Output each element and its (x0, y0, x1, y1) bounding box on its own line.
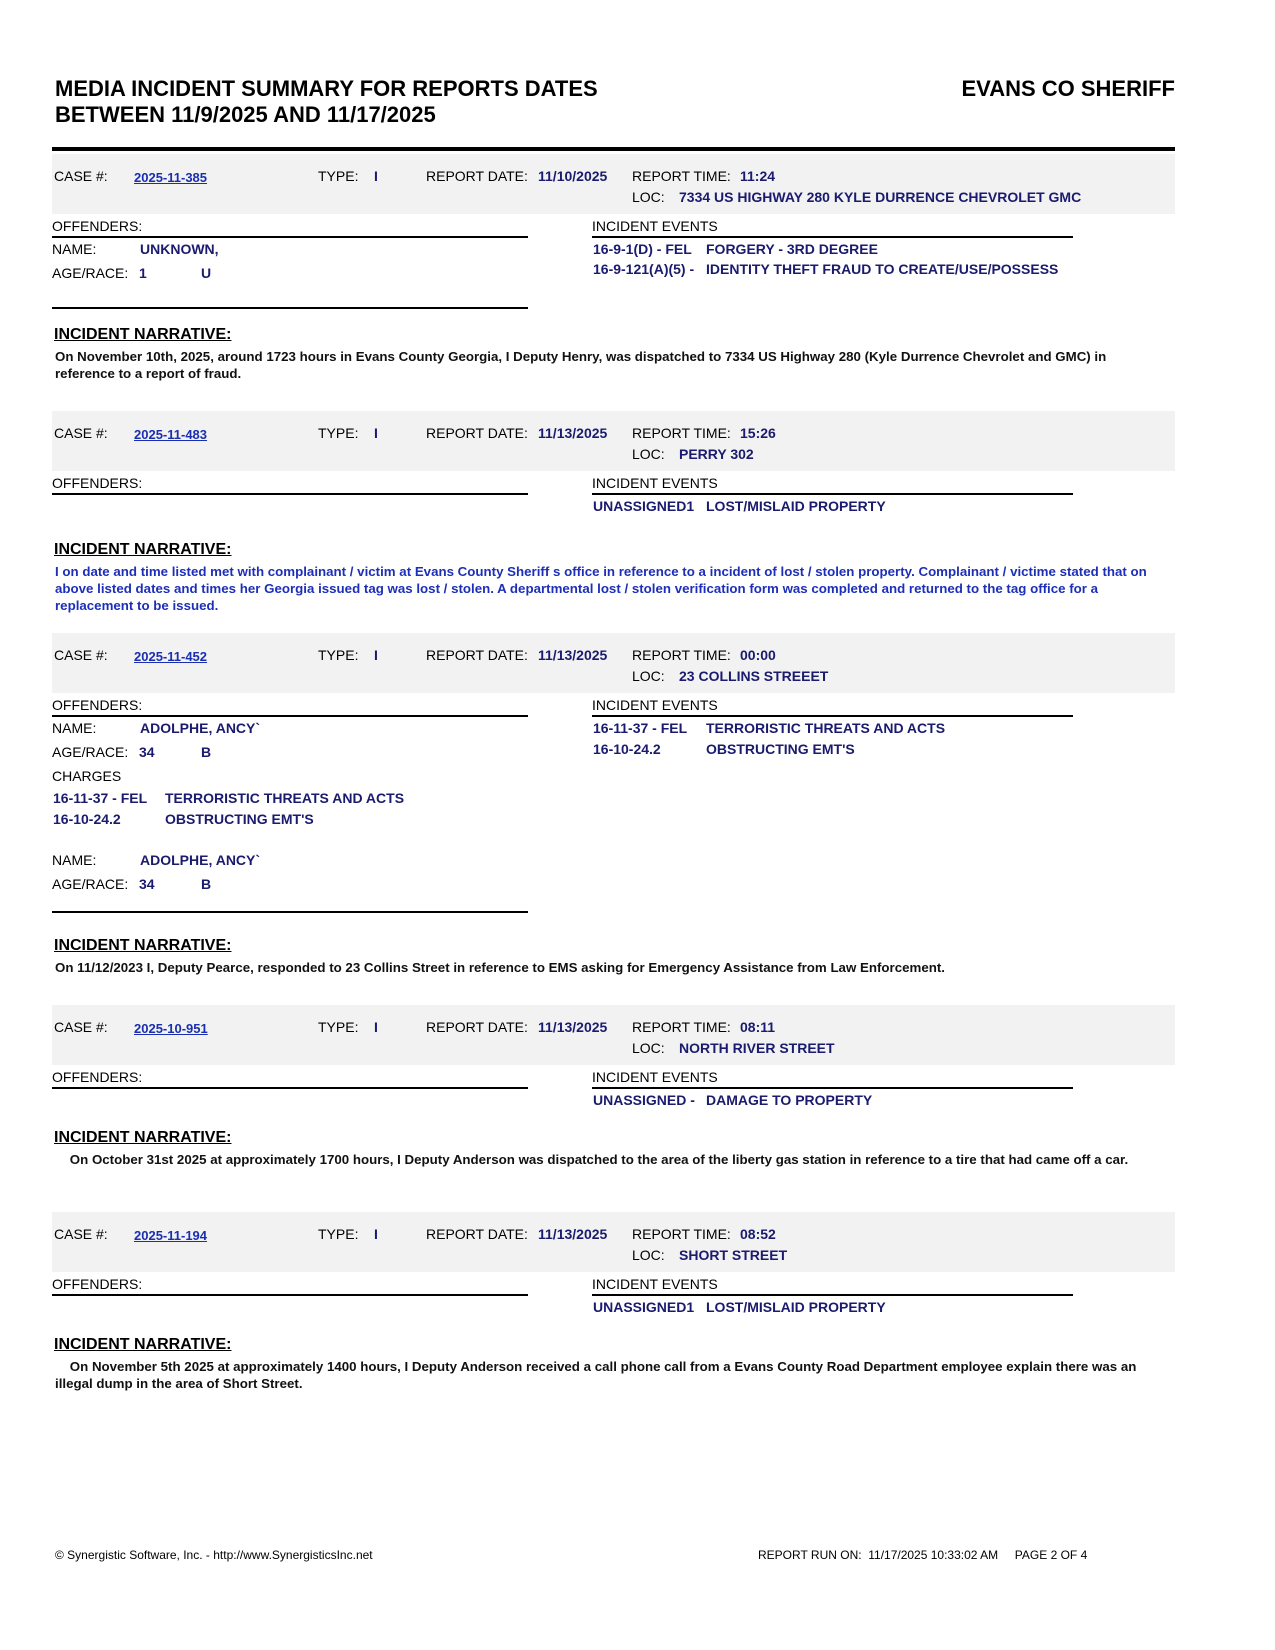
case-header-band (52, 633, 1175, 693)
offender-race: U (201, 265, 212, 281)
case-number-label: CASE #: (54, 1226, 108, 1242)
event-description: OBSTRUCTING EMT'S (706, 741, 855, 757)
offenders-label: OFFENDERS: (52, 475, 143, 491)
type-label: TYPE: (318, 647, 359, 663)
case-number-label: CASE #: (54, 647, 108, 663)
event-description: LOST/MISLAID PROPERTY (706, 498, 886, 514)
offender-name: UNKNOWN, (140, 241, 219, 257)
report-title-line2: BETWEEN 11/9/2025 AND 11/17/2025 (55, 102, 436, 127)
case-header-band (52, 154, 1175, 214)
event-description: LOST/MISLAID PROPERTY (706, 1299, 886, 1315)
report-time-label: REPORT TIME: (632, 425, 731, 441)
report-title (55, 76, 598, 128)
report-date-label: REPORT DATE: (426, 1019, 528, 1035)
offender-name: ADOLPHE, ANCY` (140, 720, 261, 736)
type-label: TYPE: (318, 1019, 359, 1035)
type-value: I (374, 647, 378, 663)
event-description: TERRORISTIC THREATS AND ACTS (706, 720, 946, 736)
incident-events-label: INCIDENT EVENTS (592, 1069, 718, 1085)
event-code: 16-11-37 - FEL (593, 720, 688, 736)
incident-events-label: INCIDENT EVENTS (592, 1276, 718, 1292)
narrative-heading: INCIDENT NARRATIVE: (54, 1129, 232, 1146)
offenders-bottom-rule (52, 307, 528, 309)
case-number-label: CASE #: (54, 168, 108, 184)
type-label: TYPE: (318, 425, 359, 441)
case-number-link[interactable]: 2025-11-452 (134, 649, 208, 664)
location-label: LOC: (632, 189, 665, 205)
offender-name: ADOLPHE, ANCY` (140, 852, 261, 868)
offenders-label: OFFENDERS: (52, 1069, 143, 1085)
report-time-value: 11:24 (740, 168, 776, 184)
report-time-label: REPORT TIME: (632, 647, 731, 663)
header-divider (52, 147, 1175, 151)
case-number-label: CASE #: (54, 1019, 108, 1035)
location-value: PERRY 302 (679, 446, 754, 462)
narrative-text: On November 10th, 2025, around 1723 hours in Evans County Georgia, I Deputy Henry, was dispatched to 7334 US Highway 280 (Kyle Durrence Chevrolet and GMC) in reference to a report of fraud. (55, 349, 1107, 381)
narrative-text: On October 31st 2025 at approximately 1700 hours, I Deputy Anderson was dispatched to the area of the liberty gas station in reference to a tire that had came off a car. (55, 1152, 1129, 1167)
offenders-bottom-rule (52, 911, 528, 913)
offender-age: 34 (139, 876, 155, 892)
report-date-value: 11/13/2025 (538, 647, 608, 663)
offender-age-race-label: AGE/RACE: (52, 744, 129, 760)
report-date-label: REPORT DATE: (426, 647, 528, 663)
report-date-label: REPORT DATE: (426, 168, 528, 184)
type-label: TYPE: (318, 168, 359, 184)
type-value: I (374, 425, 378, 441)
case-number-label: CASE #: (54, 425, 108, 441)
event-code: 16-10-24.2 (593, 741, 661, 757)
event-code: 16-9-121(A)(5) - (593, 261, 695, 277)
case-number-link[interactable]: 2025-11-483 (134, 427, 208, 442)
agency-name: EVANS CO SHERIFF (961, 76, 1175, 101)
offender-name-label: NAME: (52, 720, 97, 736)
case-header-band (52, 1212, 1175, 1272)
offender-name-label: NAME: (52, 241, 97, 257)
case-number-link[interactable]: 2025-10-951 (134, 1021, 208, 1036)
incident-events-label: INCIDENT EVENTS (592, 218, 718, 234)
incident-events-label: INCIDENT EVENTS (592, 697, 718, 713)
offenders-label: OFFENDERS: (52, 697, 143, 713)
report-date-value: 11/13/2025 (538, 1226, 608, 1242)
report-date-label: REPORT DATE: (426, 1226, 528, 1242)
offender-race: B (201, 876, 212, 892)
location-value: 23 COLLINS STREEET (679, 668, 829, 684)
case-header-band (52, 411, 1175, 471)
charges-label: CHARGES (52, 768, 122, 784)
offenders-underline (52, 1294, 528, 1296)
offenders-underline (52, 493, 528, 495)
report-time-label: REPORT TIME: (632, 1226, 731, 1242)
location-value: 7334 US HIGHWAY 280 KYLE DURRENCE CHEVROLET GMC (679, 189, 1082, 205)
events-underline (592, 236, 1073, 238)
events-underline (592, 1087, 1073, 1089)
charge-description: OBSTRUCTING EMT'S (165, 811, 314, 827)
type-value: I (374, 168, 378, 184)
case-header-band (52, 1005, 1175, 1065)
location-label: LOC: (632, 1247, 665, 1263)
case-number-link[interactable]: 2025-11-385 (134, 170, 208, 185)
offender-name-label: NAME: (52, 852, 97, 868)
offender-age-race-label: AGE/RACE: (52, 876, 129, 892)
case-number-link[interactable]: 2025-11-194 (134, 1228, 208, 1243)
charge-code: 16-11-37 - FEL (53, 790, 148, 806)
offenders-label: OFFENDERS: (52, 218, 143, 234)
offenders-underline (52, 1087, 528, 1089)
report-date-value: 11/13/2025 (538, 425, 608, 441)
report-time-value: 08:11 (740, 1019, 776, 1035)
report-time-value: 08:52 (740, 1226, 776, 1242)
location-label: LOC: (632, 668, 665, 684)
incident-events-label: INCIDENT EVENTS (592, 475, 718, 491)
report-title-line1: MEDIA INCIDENT SUMMARY FOR REPORTS DATES (55, 76, 598, 101)
narrative-text: I on date and time listed met with complainant / victim at Evans County Sheriff s office in reference to a incident of lost / stolen property. Complainant / victime stated that on above listed dates and times her Georgia issued tag was lost / stolen. A departmental lost / stolen verification form was completed and returned to the tag office for a replacement to be issued. (55, 564, 1147, 613)
type-value: I (374, 1226, 378, 1242)
event-code: UNASSIGNED1 (593, 498, 695, 514)
report-time-value: 00:00 (740, 647, 776, 663)
type-value: I (374, 1019, 378, 1035)
location-value: NORTH RIVER STREET (679, 1040, 835, 1056)
events-underline (592, 493, 1073, 495)
report-time-label: REPORT TIME: (632, 1019, 731, 1035)
events-underline (592, 1294, 1073, 1296)
event-code: UNASSIGNED - (593, 1092, 695, 1108)
location-label: LOC: (632, 446, 665, 462)
narrative-text: On November 5th 2025 at approximately 1400 hours, I Deputy Anderson received a call phone call from a Evans County Road Department employee explain there was an illegal dump in the area of Short Street. (55, 1359, 1141, 1391)
offender-age: 34 (139, 744, 155, 760)
event-description: IDENTITY THEFT FRAUD TO CREATE/USE/POSSESS (706, 261, 1059, 277)
event-code: UNASSIGNED1 (593, 1299, 695, 1315)
type-label: TYPE: (318, 1226, 359, 1242)
footer-run-info: REPORT RUN ON: 11/17/2025 10:33:02 AM PAGE 2 OF 4 (758, 1548, 1088, 1562)
charge-code: 16-10-24.2 (53, 811, 121, 827)
offender-age: 1 (139, 265, 147, 281)
events-underline (592, 715, 1073, 717)
report-date-label: REPORT DATE: (426, 425, 528, 441)
location-label: LOC: (632, 1040, 665, 1056)
event-code: 16-9-1(D) - FEL (593, 241, 692, 257)
offenders-label: OFFENDERS: (52, 1276, 143, 1292)
offender-age-race-label: AGE/RACE: (52, 265, 129, 281)
offenders-underline (52, 236, 528, 238)
report-time-label: REPORT TIME: (632, 168, 731, 184)
event-description: DAMAGE TO PROPERTY (706, 1092, 873, 1108)
location-value: SHORT STREET (679, 1247, 788, 1263)
report-date-value: 11/13/2025 (538, 1019, 608, 1035)
report-date-value: 11/10/2025 (538, 168, 608, 184)
narrative-text: On 11/12/2023 I, Deputy Pearce, responded to 23 Collins Street in reference to EMS asking for Emergency Assistance from Law Enforcement. (55, 960, 945, 975)
report-time-value: 15:26 (740, 425, 776, 441)
narrative-heading: INCIDENT NARRATIVE: (54, 541, 232, 558)
charge-description: TERRORISTIC THREATS AND ACTS (165, 790, 405, 806)
offenders-underline (52, 715, 528, 717)
offender-race: B (201, 744, 212, 760)
footer-copyright: © Synergistic Software, Inc. - http://www.SynergisticsInc.net (55, 1548, 373, 1562)
narrative-heading: INCIDENT NARRATIVE: (54, 326, 232, 343)
event-description: FORGERY - 3RD DEGREE (706, 241, 878, 257)
narrative-heading: INCIDENT NARRATIVE: (54, 937, 232, 954)
narrative-heading: INCIDENT NARRATIVE: (54, 1336, 232, 1353)
